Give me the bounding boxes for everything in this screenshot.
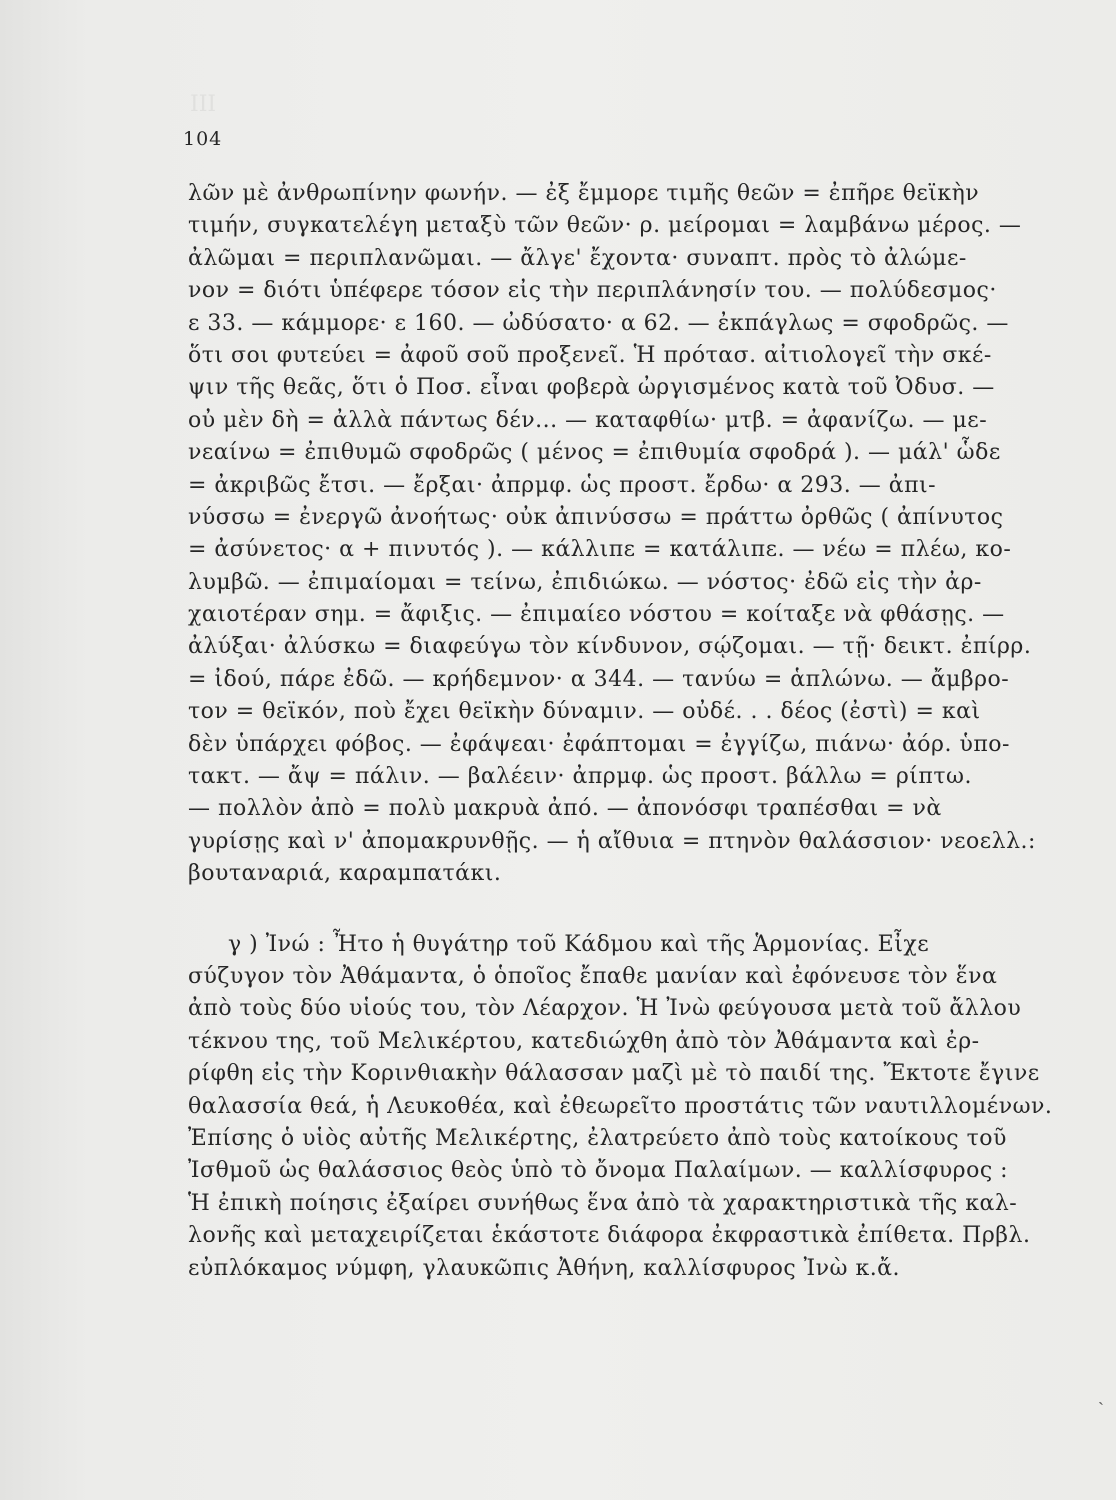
margin-mark: ˎ (1098, 1385, 1104, 1406)
text-line: Ἐπίσης ὁ υἱὸς αὐτῆς Μελικέρτης, ἐλατρεύετο ἀπὸ τοὺς κατοίκους τοῦ (188, 1125, 1007, 1151)
text-line: = ἀσύνετος· α + πινυτός ). — κάλλιπε = κατάλιπε. — νέω = πλέω, κο- (188, 537, 1012, 563)
text-line: ἀλῶμαι = περιπλανῶμαι. — ἄλγε' ἔχοντα· συναπτ. πρὸς τὸ ἀλώμε- (188, 245, 967, 271)
text-line: χαιοτέραν σημ. = ἄφιξις. — ἐπιμαίεο νόστου = κοίταξε νὰ φθάσῃς. — (188, 602, 1005, 628)
text-line: γ ) Ἰνώ : Ἦτο ἡ θυγάτηρ τοῦ Κάδμου καὶ τῆς Ἁρμονίας. Εἶχε (228, 931, 930, 957)
paragraph-gap (188, 891, 1028, 929)
text-line: λῶν μὲ ἀνθρωπίνην φωνήν. — ἐξ ἔμμορε τιμῆς θεῶν = ἐπῆρε θεϊκὴν (188, 181, 980, 206)
text-line: θαλασσία θεά, ἡ Λευκοθέα, καὶ ἐθεωρεῖτο προστάτις τῶν ναυτιλλομένων. (188, 1093, 1053, 1119)
text-line: τέκνου της, τοῦ Μελικέρτου, κατεδιώχθη ἀπὸ τὸν Ἀθάμαντα καὶ ἐρ- (188, 1028, 980, 1054)
commentary-text (188, 178, 1053, 1285)
text-line: νύσσω = ἐνεργῶ ἀνοήτως· οὐκ ἀπινύσσω = πράττω ὀρθῶς ( ἀπίνυτος (188, 504, 1004, 530)
text-line: τακτ. — ἄψ = πάλιν. — βαλέειν· ἀπρμφ. ὡς προστ. βάλλω = ρίπτω. (188, 764, 972, 790)
text-line: εὐπλόκαμος νύμφη, γλαυκῶπις Ἀθήνη, καλλίσφυρος Ἰνὼ κ.ἄ. (188, 1255, 901, 1281)
text-line: ε 33. — κάμμορε· ε 160. — ὠδύσατο· α 62. — ἐκπάγλως = σφοδρῶς. — (188, 310, 1009, 336)
text-line: βουταναριά, καραμπατάκι. (188, 861, 502, 887)
text-line: = ἀκριβῶς ἔτσι. — ἔρξαι· ἀπρμφ. ὡς προστ. ἔρδω· α 293. — ἀπι- (188, 472, 937, 498)
text-line: = ἰδού, πάρε ἐδῶ. — κρήδεμνον· α 344. — τανύω = ἁπλώνω. — ἄμβρο- (188, 666, 1010, 692)
text-line: οὐ μὲν δὴ = ἀλλὰ πάντως δέν... — καταφθίω· μτβ. = ἀφανίζω. — με- (188, 407, 988, 433)
page-number: 104 (183, 128, 223, 150)
text-line: λυμβῶ. — ἐπιμαίομαι = τείνω, ἐπιδιώκω. — νόστος· ἐδῶ εἰς τὴν ἀρ- (188, 569, 982, 595)
text-line: Ἰσθμοῦ ὡς θαλάσσιος θεὸς ὑπὸ τὸ ὄνομα Παλαίμων. — καλλίσφυρος : (188, 1158, 1009, 1184)
text-line: — πολλὸν ἀπὸ = πολὺ μακρυὰ ἀπό. — ἀπονόσφι τραπέσθαι = νὰ (188, 796, 942, 822)
text-line: δὲν ὑπάρχει φόβος. — ἐφάψεαι· ἐφάπτομαι = ἐγγίζω, πιάνω· ἀόρ. ὑπο- (188, 731, 1010, 757)
text-line: τον = θεϊκόν, ποὺ ἔχει θεϊκὴν δύναμιν. — οὐδέ. . . δέος (ἐστὶ) = καὶ (188, 699, 981, 725)
text-line: νον = διότι ὑπέφερε τόσον εἰς τὴν περιπλάνησίν του. — πολύδεσμος· (188, 278, 997, 304)
text-line: ρίφθη εἰς τὴν Κορινθιακὴν θάλασσαν μαζὶ μὲ τὸ παιδί της. Ἔκτοτε ἔγινε (188, 1061, 1040, 1087)
text-line: γυρίσῃς καὶ ν' ἀπομακρυνθῇς. — ἡ αἴθυια = πτηνὸν θαλάσσιον· νεοελλ.: (188, 828, 1036, 854)
text-line: λονῆς καὶ μεταχειρίζεται ἑκάστοτε διάφορα ἐκφραστικὰ ἐπίθετα. Πρβλ. (188, 1223, 1031, 1249)
text-line: ἀπὸ τοὺς δύο υἱούς του, τὸν Λέαρχον. Ἡ Ἰνὼ φεύγουσα μετὰ τοῦ ἄλλου (188, 996, 1022, 1022)
text-line: νεαίνω = ἐπιθυμῶ σφοδρῶς ( μένος = ἐπιθυμία σφοδρά ). — μάλ' ὧδε (188, 440, 1001, 466)
text-line: ἀλύξαι· ἀλύσκω = διαφεύγω τὸν κίνδυνον, σῴζομαι. — τῇ· δεικτ. ἐπίρρ. (188, 634, 1032, 660)
glossary-section (188, 178, 1036, 891)
text-line: σύζυγον τὸν Ἀθάμαντα, ὁ ὁποῖος ἔπαθε μανίαν καὶ ἐφόνευσε τὸν ἕνα (188, 963, 998, 989)
text-line: ψιν τῆς θεᾶς, ὅτι ὁ Ποσ. εἶναι φοβερὰ ὠργισμένος κατὰ τοῦ Ὀδυσ. — (188, 375, 995, 401)
text-line: Ἡ ἐπικὴ ποίησις ἐξαίρει συνήθως ἕνα ἀπὸ τὰ χαρακτηριστικὰ τῆς καλ- (188, 1190, 1018, 1216)
text-line: ὅτι σοι φυτεύει = ἀφοῦ σοῦ προξενεῖ. Ἡ πρότασ. αἰτιολογεῖ τὴν σκέ- (188, 342, 992, 368)
text-line: τιμήν, συγκατελέγη μεταξὺ τῶν θεῶν· ρ. μείρομαι = λαμβάνω μέρος. — (188, 213, 1022, 239)
note-gamma-section (188, 929, 1053, 1285)
bleed-through-mark: ΙΙΙ (190, 92, 217, 117)
